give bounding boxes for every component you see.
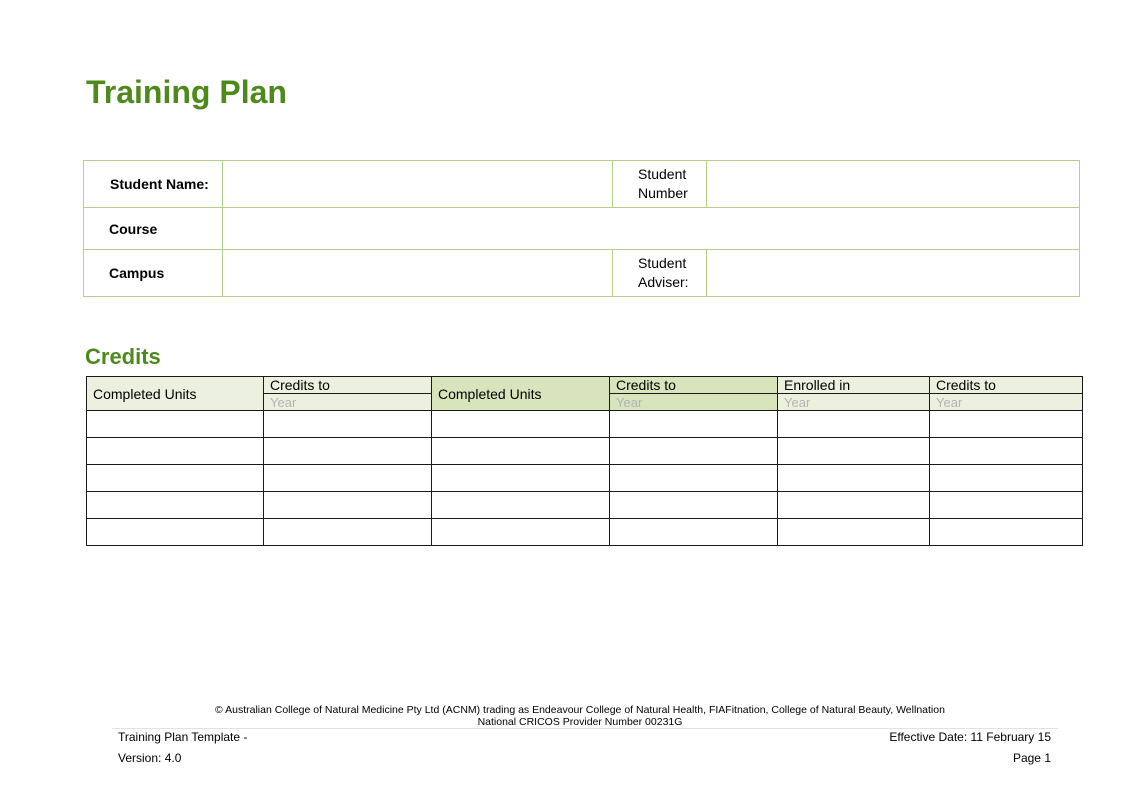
- student-number-label: [613, 161, 707, 208]
- student-name-field[interactable]: [223, 161, 613, 208]
- header-credits-to-3: Credits to: [930, 377, 1083, 394]
- table-cell[interactable]: [778, 519, 930, 546]
- header-year-2: Year: [610, 394, 778, 411]
- table-cell[interactable]: [610, 519, 778, 546]
- student-adviser-label-line-2: Adviser:: [638, 274, 689, 290]
- table-cell[interactable]: [432, 438, 610, 465]
- student-name-label: Student Name:: [84, 161, 223, 208]
- table-row: [87, 465, 1083, 492]
- table-row: [87, 438, 1083, 465]
- header-credits-to-1: Credits to: [264, 377, 432, 394]
- header-year-4: Year: [930, 394, 1083, 411]
- credits-section-title: Credits: [85, 344, 161, 369]
- header-year-1: Year: [264, 394, 432, 411]
- table-cell[interactable]: [264, 519, 432, 546]
- table-cell[interactable]: [930, 492, 1083, 519]
- page-title: Training Plan: [86, 74, 287, 110]
- table-row: [87, 411, 1083, 438]
- course-field[interactable]: [223, 208, 1080, 250]
- student-info-table: [83, 160, 1080, 297]
- table-cell[interactable]: [432, 411, 610, 438]
- table-cell[interactable]: [264, 492, 432, 519]
- campus-field[interactable]: [223, 250, 613, 297]
- header-year-3: Year: [778, 394, 930, 411]
- table-cell[interactable]: [432, 519, 610, 546]
- student-adviser-label-line-1: Student: [638, 255, 687, 271]
- effective-date: Effective Date: 11 February 15: [889, 730, 1051, 744]
- footer-note: [0, 704, 1122, 728]
- table-cell[interactable]: [87, 465, 264, 492]
- credits-table: [86, 376, 1083, 546]
- page-number: Page 1: [1012, 751, 1051, 765]
- student-adviser-field[interactable]: [707, 250, 1080, 297]
- table-cell[interactable]: [264, 465, 432, 492]
- copyright-line: © Australian College of Natural Medicine Pty Ltd (ACNM) trading as Endeavour College of Natural Health, FIAFitnation, College of Natural Beauty, Wellnation: [215, 704, 945, 716]
- table-cell[interactable]: [264, 438, 432, 465]
- table-cell[interactable]: [87, 492, 264, 519]
- header-credits-to-2: Credits to: [610, 377, 778, 394]
- table-cell[interactable]: [432, 465, 610, 492]
- header-completed-units-2: Completed Units: [432, 377, 610, 411]
- course-label: Course: [84, 208, 223, 250]
- table-cell[interactable]: [432, 492, 610, 519]
- table-cell[interactable]: [87, 411, 264, 438]
- table-cell[interactable]: [778, 411, 930, 438]
- table-cell[interactable]: [610, 465, 778, 492]
- table-cell[interactable]: [930, 519, 1083, 546]
- table-row: [87, 519, 1083, 546]
- cricos-line: National CRICOS Provider Number 00231G: [477, 716, 683, 728]
- table-cell[interactable]: [778, 492, 930, 519]
- header-completed-units-1: Completed Units: [87, 377, 264, 411]
- version-label: Version: 4.0: [118, 751, 182, 765]
- table-cell[interactable]: [930, 411, 1083, 438]
- footer-divider: [112, 728, 1058, 729]
- student-number-label-line-2: Number: [638, 185, 688, 201]
- table-cell[interactable]: [610, 411, 778, 438]
- table-cell[interactable]: [87, 438, 264, 465]
- table-cell[interactable]: [87, 519, 264, 546]
- student-number-label-line-1: Student: [638, 166, 687, 182]
- template-name: Training Plan Template -: [118, 730, 248, 744]
- campus-label: Campus: [84, 250, 223, 297]
- student-adviser-label: [613, 250, 707, 297]
- header-enrolled-in: Enrolled in: [778, 377, 930, 394]
- table-cell[interactable]: [610, 492, 778, 519]
- table-cell[interactable]: [264, 411, 432, 438]
- table-cell[interactable]: [778, 438, 930, 465]
- table-cell[interactable]: [930, 438, 1083, 465]
- student-number-field[interactable]: [707, 161, 1080, 208]
- table-cell[interactable]: [610, 438, 778, 465]
- table-cell[interactable]: [778, 465, 930, 492]
- table-cell[interactable]: [930, 465, 1083, 492]
- table-row: [87, 492, 1083, 519]
